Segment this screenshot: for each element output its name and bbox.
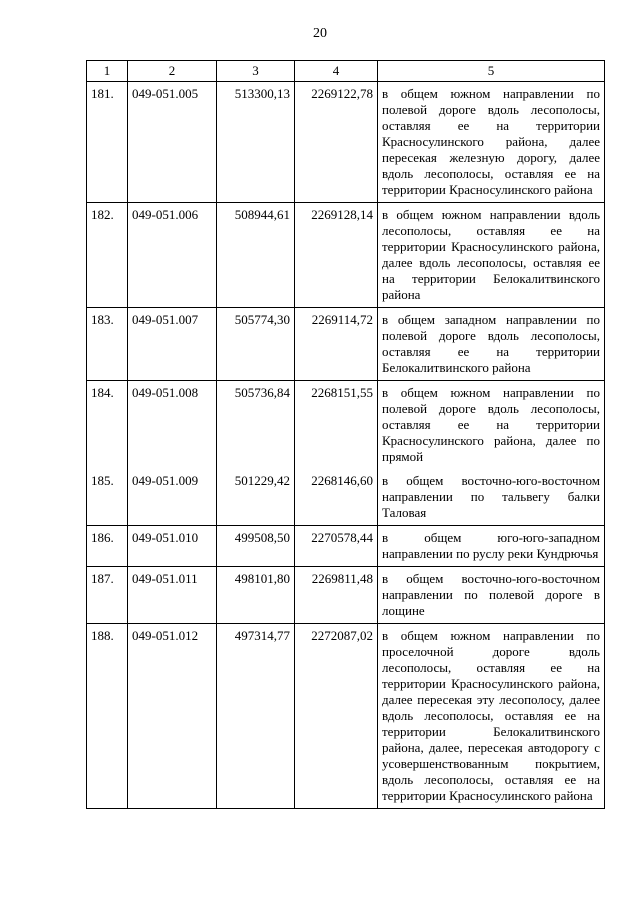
coordinate-x: 508944,61 bbox=[217, 203, 295, 308]
coordinate-x: 498101,80 bbox=[217, 567, 295, 624]
coordinate-x: 505736,84 bbox=[217, 381, 295, 470]
table-row bbox=[87, 469, 605, 526]
coordinate-y: 2269122,78 bbox=[295, 82, 378, 203]
boundary-description: в общем восточно-юго-восточном направлении по тальвегу балки Таловая bbox=[378, 469, 605, 526]
table-row bbox=[87, 526, 605, 567]
header-cell-2: 2 bbox=[128, 61, 217, 82]
point-code: 049-051.005 bbox=[128, 82, 217, 203]
row-number: 187. bbox=[87, 567, 128, 624]
boundary-description: в общем южном направлении вдоль лесополосы, оставляя ее на территории Красносулинского района, далее вдоль лесополосы, оставляя ее на территории Белокалитвинского района bbox=[378, 203, 605, 308]
point-code: 049-051.011 bbox=[128, 567, 217, 624]
point-code: 049-051.009 bbox=[128, 469, 217, 526]
coordinate-x: 497314,77 bbox=[217, 624, 295, 809]
coordinate-x: 505774,30 bbox=[217, 308, 295, 381]
row-number: 185. bbox=[87, 469, 128, 526]
coordinate-y: 2270578,44 bbox=[295, 526, 378, 567]
boundary-description: в общем южном направлении по полевой дороге вдоль лесополосы, оставляя ее на территории Красносулинского района, далее по прямой bbox=[378, 381, 605, 470]
table-header-row bbox=[87, 61, 605, 82]
row-number: 186. bbox=[87, 526, 128, 567]
coordinate-x: 513300,13 bbox=[217, 82, 295, 203]
point-code: 049-051.008 bbox=[128, 381, 217, 470]
table-row bbox=[87, 381, 605, 470]
coordinate-y: 2268146,60 bbox=[295, 469, 378, 526]
table-row bbox=[87, 203, 605, 308]
page-number: 20 bbox=[313, 26, 327, 41]
table-row bbox=[87, 567, 605, 624]
coordinate-x: 501229,42 bbox=[217, 469, 295, 526]
point-code: 049-051.007 bbox=[128, 308, 217, 381]
header-cell-5: 5 bbox=[378, 61, 605, 82]
coordinate-y: 2272087,02 bbox=[295, 624, 378, 809]
coordinate-y: 2269811,48 bbox=[295, 567, 378, 624]
point-code: 049-051.006 bbox=[128, 203, 217, 308]
boundary-description: в общем юго-юго-западном направлении по руслу реки Кундрючья bbox=[378, 526, 605, 567]
point-code: 049-051.012 bbox=[128, 624, 217, 809]
boundary-points-table bbox=[86, 60, 605, 809]
row-number: 188. bbox=[87, 624, 128, 809]
table-row bbox=[87, 308, 605, 381]
coordinate-y: 2269114,72 bbox=[295, 308, 378, 381]
boundary-description: в общем восточно-юго-восточном направлении по полевой дороге в лощине bbox=[378, 567, 605, 624]
coordinate-x: 499508,50 bbox=[217, 526, 295, 567]
row-number: 184. bbox=[87, 381, 128, 470]
coordinate-y: 2268151,55 bbox=[295, 381, 378, 470]
boundary-description: в общем западном направлении по полевой дороге вдоль лесополосы, оставляя ее на территории Белокалитвинского района bbox=[378, 308, 605, 381]
row-number: 182. bbox=[87, 203, 128, 308]
table-row bbox=[87, 624, 605, 809]
header-cell-3: 3 bbox=[217, 61, 295, 82]
header-cell-4: 4 bbox=[295, 61, 378, 82]
boundary-description: в общем южном направлении по проселочной дороге вдоль лесополосы, оставляя ее на территории Красносулинского района, далее пересекая эту лесополосу, далее вдоль лесополосы, оставляя ее на территории Белокалитвинского района, далее, пересекая автодорогу с усовершенствованным покрытием, вдоль лесополосы, оставляя ее на территории Красносулинского района bbox=[378, 624, 605, 809]
row-number: 183. bbox=[87, 308, 128, 381]
row-number: 181. bbox=[87, 82, 128, 203]
boundary-description: в общем южном направлении по полевой дороге вдоль лесополосы, оставляя ее на территории Красносулинского района, далее пересекая железную дорогу, далее вдоль лесополосы, оставляя ее на территории Красносулинского района bbox=[378, 82, 605, 203]
point-code: 049-051.010 bbox=[128, 526, 217, 567]
table-row bbox=[87, 82, 605, 203]
coordinate-y: 2269128,14 bbox=[295, 203, 378, 308]
header-cell-1: 1 bbox=[87, 61, 128, 82]
